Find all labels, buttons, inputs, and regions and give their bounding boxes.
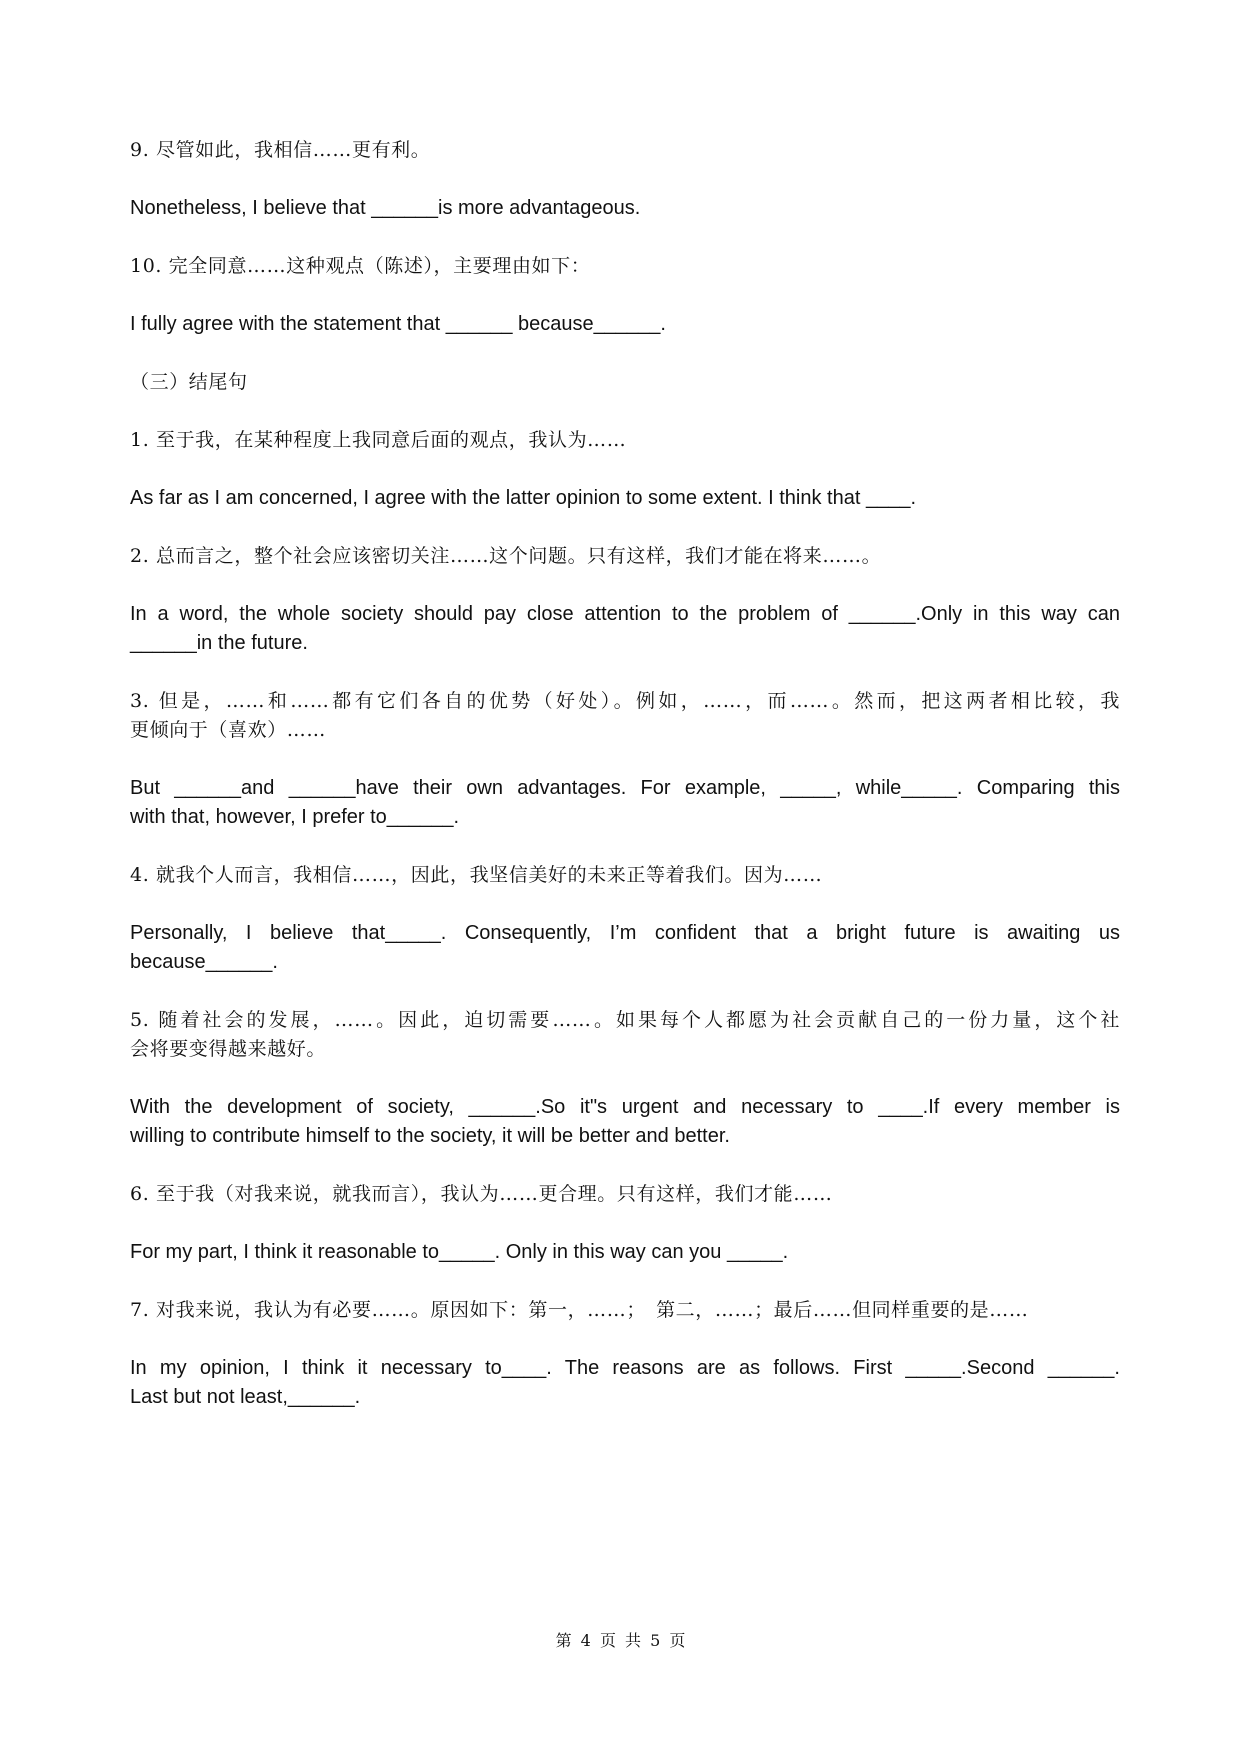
- closing-item-1-chinese: 1. 至于我，在某种程度上我同意后面的观点，我认为……: [130, 429, 627, 451]
- closing-item-3-english-line-2: with that, however, I prefer to______.: [130, 806, 460, 828]
- closing-item-4-english-line-2: because______.: [130, 951, 278, 973]
- closing-item-6-english: For my part, I think it reasonable to_____. Only in this way can you _____.: [130, 1241, 789, 1263]
- closing-item-4-chinese: 4. 就我个人而言，我相信……，因此，我坚信美好的未来正等着我们。因为……: [130, 864, 823, 886]
- item-10-chinese: 10. 完全同意……这种观点（陈述），主要理由如下：: [130, 255, 591, 277]
- closing-item-7-english-line-2: Last but not least,______.: [130, 1386, 361, 1408]
- closing-item-3-chinese-line-1: 3. 但是，……和……都有它们各自的优势（好处）。例如，……，而……。然而，把这两者相比较，我: [130, 690, 1120, 712]
- closing-item-2-english-line-2: ______in the future.: [130, 632, 308, 654]
- section-heading-closing-sentences: （三）结尾句: [130, 371, 248, 393]
- closing-item-2-english-line-1: In a word, the whole society should pay close attention to the problem of ______.Only in this way can: [130, 603, 1120, 625]
- page-number-footer: 第 4 页 共 5 页: [555, 1631, 686, 1650]
- item-10-english: I fully agree with the statement that ______ because______.: [130, 313, 666, 335]
- closing-item-6-chinese: 6. 至于我（对我来说，就我而言），我认为……更合理。只有这样，我们才能……: [130, 1183, 833, 1205]
- closing-item-5-chinese-line-1: 5. 随着社会的发展，……。因此，迫切需要……。如果每个人都愿为社会贡献自己的一份力量，这个社: [130, 1009, 1120, 1031]
- item-9-chinese: 9. 尽管如此，我相信……更有利。: [130, 139, 431, 161]
- item-9-english: Nonetheless, I believe that ______is more advantageous.: [130, 197, 641, 219]
- closing-item-2-chinese: 2. 总而言之，整个社会应该密切关注……这个问题。只有这样，我们才能在将来……。: [130, 545, 882, 567]
- closing-item-5-english-line-1: With the development of society, ______.So it"s urgent and necessary to ____.If every member is: [130, 1096, 1120, 1118]
- closing-item-5-chinese-line-2: 会将要变得越来越好。: [130, 1038, 327, 1060]
- closing-item-3-chinese-line-2: 更倾向于（喜欢）……: [130, 719, 327, 741]
- closing-item-7-english-line-1: In my opinion, I think it necessary to____. The reasons are as follows. First _____.Second ______.: [130, 1357, 1120, 1379]
- closing-item-7-chinese: 7. 对我来说，我认为有必要……。原因如下：第一，……； 第二，……；最后……但同样重要的是……: [130, 1299, 1029, 1321]
- closing-item-1-english: As far as I am concerned, I agree with the latter opinion to some extent. I think that ____.: [130, 487, 916, 509]
- closing-item-3-english-line-1: But ______and ______have their own advantages. For example, _____, while_____. Comparing this: [130, 777, 1120, 799]
- closing-item-4-english-line-1: Personally, I believe that_____. Consequently, I’m confident that a bright future is awaiting us: [130, 922, 1120, 944]
- closing-item-5-english-line-2: willing to contribute himself to the society, it will be better and better.: [130, 1125, 730, 1147]
